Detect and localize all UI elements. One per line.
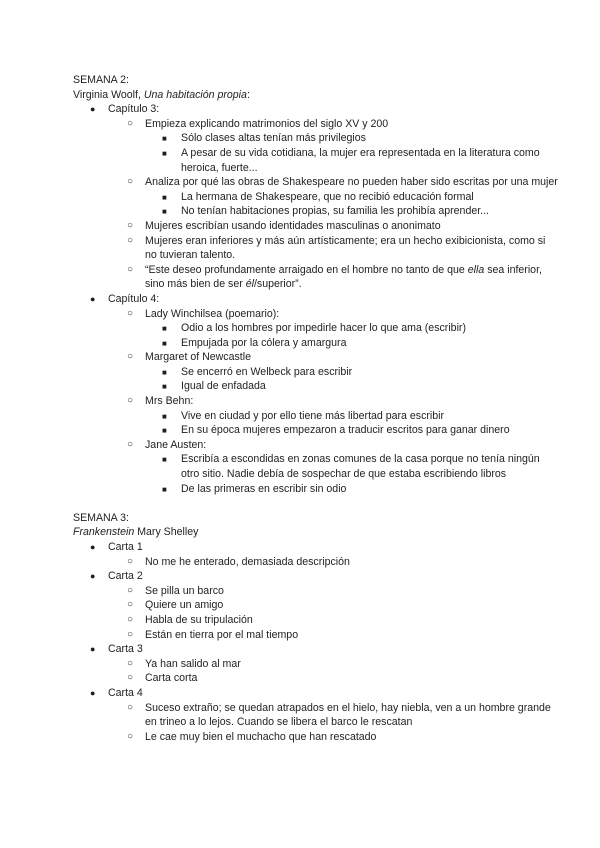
quote-part: sea inferior, sino más bien de ser bbox=[145, 263, 542, 291]
bullet-square-icon: ■ bbox=[162, 148, 167, 158]
item-text: En su época mujeres empezaron a traducir escritos para ganar dinero bbox=[181, 424, 510, 437]
list-item-chapter bbox=[73, 102, 560, 117]
spacer bbox=[73, 496, 560, 511]
bullet-circle-icon: ○ bbox=[127, 599, 134, 611]
list-item bbox=[73, 336, 560, 351]
bullet-square-icon: ■ bbox=[162, 207, 167, 217]
list-item bbox=[73, 350, 560, 365]
list-item bbox=[73, 379, 560, 394]
letter-label: Carta 2 bbox=[108, 570, 143, 583]
item-text: Jane Austen: bbox=[145, 438, 207, 451]
list-item-quote bbox=[73, 263, 560, 292]
author-name: Virginia Woolf, bbox=[73, 88, 144, 101]
list-item bbox=[73, 394, 560, 409]
list-item bbox=[73, 321, 560, 336]
bullet-disc-icon: ● bbox=[90, 293, 96, 304]
letter-label: Carta 3 bbox=[108, 643, 143, 656]
item-text: Suceso extraño; se quedan atrapados en el hielo, hay niebla, ven a un hombre grande en trineo a lo lejos. Cuando se libera el barco le rescatan bbox=[145, 701, 551, 729]
section-heading: SEMANA 2: bbox=[73, 74, 129, 86]
bullet-circle-icon: ○ bbox=[127, 219, 134, 231]
quote-part: /superior”. bbox=[253, 278, 302, 291]
bullet-square-icon: ■ bbox=[162, 455, 167, 465]
quote-part: “Este deseo profundamente arraigado en el hombre no tanto de que bbox=[145, 263, 468, 276]
list-item bbox=[73, 219, 560, 234]
bullet-circle-icon: ○ bbox=[127, 701, 134, 713]
item-text: La hermana de Shakespeare, que no recibió educación formal bbox=[181, 190, 474, 203]
book-citation bbox=[73, 525, 560, 540]
list-item bbox=[73, 613, 560, 628]
list-item bbox=[73, 584, 560, 599]
item-text: Igual de enfadada bbox=[181, 380, 266, 393]
item-text: Se encerró en Welbeck para escribir bbox=[181, 365, 353, 378]
section-heading: SEMANA 3: bbox=[73, 511, 129, 524]
item-text: Lady Winchilsea (poemario): bbox=[145, 307, 280, 320]
book-title: Frankenstein bbox=[73, 526, 135, 539]
list-item bbox=[73, 482, 560, 497]
chapter-label: Capítulo 3: bbox=[108, 103, 160, 116]
list-item bbox=[73, 175, 560, 190]
bullet-square-icon: ■ bbox=[162, 338, 167, 348]
item-text: Carta corta bbox=[145, 672, 198, 685]
bullet-circle-icon: ○ bbox=[127, 263, 134, 275]
bullet-square-icon: ■ bbox=[162, 324, 167, 334]
item-text: Mrs Behn: bbox=[145, 395, 194, 408]
list-item-letter bbox=[73, 642, 560, 657]
quote-emphasis: él bbox=[245, 278, 254, 291]
bullet-disc-icon: ● bbox=[90, 687, 96, 698]
list-item bbox=[73, 657, 560, 672]
list-item-chapter bbox=[73, 292, 560, 307]
item-text: Vive en ciudad y por ello tiene más libertad para escribir bbox=[181, 409, 445, 422]
bullet-square-icon: ■ bbox=[162, 134, 167, 144]
item-text: Odio a los hombres por impedirle hacer lo que ama (escribir) bbox=[181, 322, 466, 335]
list-item bbox=[73, 365, 560, 380]
bullet-circle-icon: ○ bbox=[127, 672, 134, 684]
item-text: Ya han salido al mar bbox=[145, 657, 241, 670]
bullet-circle-icon: ○ bbox=[127, 555, 134, 567]
item-text: Margaret of Newcastle bbox=[145, 351, 251, 364]
bullet-circle-icon: ○ bbox=[127, 234, 134, 246]
item-text: Mujeres escribían usando identidades masculinas o anonimato bbox=[145, 219, 441, 232]
item-text: Le cae muy bien el muchacho que han rescatado bbox=[145, 730, 377, 743]
item-text: Empieza explicando matrimonios del siglo XV y 200 bbox=[145, 117, 389, 130]
bullet-disc-icon: ● bbox=[90, 571, 96, 582]
bullet-circle-icon: ○ bbox=[127, 730, 134, 742]
bullet-circle-icon: ○ bbox=[127, 584, 134, 596]
list-item bbox=[73, 555, 560, 570]
list-item bbox=[73, 234, 560, 263]
list-item-letter bbox=[73, 569, 560, 584]
list-item-letter bbox=[73, 686, 560, 701]
list-item bbox=[73, 628, 560, 643]
list-item bbox=[73, 117, 560, 132]
letter-label: Carta 1 bbox=[108, 541, 143, 553]
book-citation bbox=[73, 88, 560, 103]
bullet-circle-icon: ○ bbox=[127, 628, 134, 640]
item-text: Sólo clases altas tenían más privilegios bbox=[181, 132, 366, 145]
chapter-label: Capítulo 4: bbox=[108, 292, 160, 305]
letter-label: Carta 4 bbox=[108, 686, 143, 699]
book-title: Una habitación propia bbox=[143, 88, 247, 101]
list-item bbox=[73, 671, 560, 686]
bullet-circle-icon: ○ bbox=[127, 117, 134, 129]
item-text: Mujeres eran inferiores y más aún artísticamente; era un hecho exibicionista, como si no tuvieran talento. bbox=[145, 234, 546, 262]
bullet-circle-icon: ○ bbox=[127, 307, 134, 319]
list-item bbox=[73, 204, 560, 219]
list-item bbox=[73, 190, 560, 205]
bullet-circle-icon: ○ bbox=[127, 613, 134, 625]
item-text: Se pilla un barco bbox=[145, 584, 224, 597]
list-item-letter bbox=[73, 540, 560, 555]
bullet-disc-icon: ● bbox=[90, 644, 96, 655]
bullet-square-icon: ■ bbox=[162, 426, 167, 436]
citation-suffix: : bbox=[246, 88, 250, 101]
item-text: A pesar de su vida cotidiana, la mujer era representada en la literatura como heroica, fuerte... bbox=[181, 146, 540, 174]
bullet-disc-icon: ● bbox=[90, 104, 96, 115]
list-item bbox=[73, 307, 560, 322]
bullet-square-icon: ■ bbox=[162, 382, 167, 392]
bullet-square-icon: ■ bbox=[162, 484, 167, 494]
list-item bbox=[73, 438, 560, 453]
list-item bbox=[73, 146, 560, 175]
bullet-circle-icon: ○ bbox=[127, 351, 134, 363]
list-item bbox=[73, 598, 560, 613]
bullet-square-icon: ■ bbox=[162, 411, 167, 421]
list-item bbox=[73, 409, 560, 424]
item-text: No tenían habitaciones propias, su familia les prohibía aprender... bbox=[181, 205, 489, 218]
item-text: No me he enterado, demasiada descripción bbox=[145, 555, 350, 568]
quote-emphasis: ella bbox=[467, 263, 485, 276]
item-text: Escribía a escondidas en zonas comunes de la casa porque no tenía ningún otro sitio. Nadie debía de sospechar de que estaba escribiendo libros bbox=[181, 453, 540, 481]
bullet-circle-icon: ○ bbox=[127, 176, 134, 188]
bullet-square-icon: ■ bbox=[162, 367, 167, 377]
item-text: Empujada por la cólera y amargura bbox=[181, 336, 347, 349]
author-name: Mary Shelley bbox=[134, 526, 199, 539]
item-text: Habla de su tripulación bbox=[145, 613, 253, 626]
bullet-square-icon: ■ bbox=[162, 192, 167, 202]
item-text: Están en tierra por el mal tiempo bbox=[145, 628, 299, 641]
list-item bbox=[73, 730, 560, 745]
list-item bbox=[73, 423, 560, 438]
list-item bbox=[73, 452, 560, 481]
bullet-circle-icon: ○ bbox=[127, 438, 134, 450]
item-text: Quiere un amigo bbox=[145, 599, 224, 612]
item-text: De las primeras en escribir sin odio bbox=[181, 482, 347, 495]
bullet-disc-icon: ● bbox=[90, 542, 96, 552]
item-text: Analiza por qué las obras de Shakespeare no pueden haber sido escritas por una mujer bbox=[145, 176, 558, 189]
list-item bbox=[73, 701, 560, 730]
bullet-circle-icon: ○ bbox=[127, 395, 134, 407]
bullet-circle-icon: ○ bbox=[127, 657, 134, 669]
list-item bbox=[73, 131, 560, 146]
